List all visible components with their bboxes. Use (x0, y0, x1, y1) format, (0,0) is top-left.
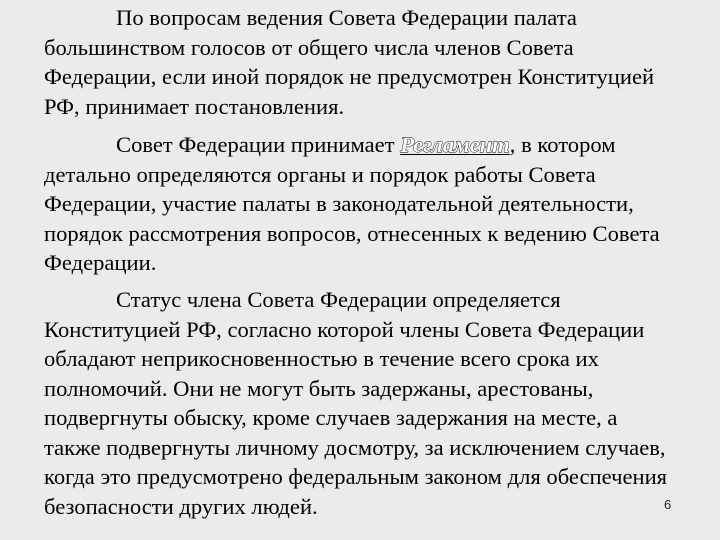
text-line: Федерации, участие палаты в законодательной деятельности, (44, 191, 634, 216)
text-line: подвергнуты обыску, кроме случаев задержания на месте, а (44, 405, 618, 430)
text-line: обладают неприкосновенностью в течение всего срока их (44, 346, 599, 371)
text-line: РФ, принимает постановления. (44, 93, 345, 119)
text-line: также подвергнуты личному досмотру, за исключением случаев, (44, 434, 666, 460)
reglament-emphasis: Регламент (400, 132, 510, 157)
text-line: детально определяются органы и порядок работы Совета (44, 161, 596, 187)
paragraph-member-status (44, 285, 716, 521)
text-line: Конституцией РФ, согласно которой члены Совета Федерации (44, 316, 645, 342)
text-line: По вопросам ведения Совета Федерации палата (116, 5, 577, 30)
text-line: Федерации. (44, 250, 157, 275)
text-line: безопасности других людей. (44, 493, 318, 519)
text-segment: Совет Федерации принимает (116, 132, 401, 157)
text-segment: , в котором (509, 132, 616, 157)
text-line: Федерации, если иной порядок не предусмотрен Конституцией (44, 64, 655, 89)
text-line: когда это предусмотрено федеральным законом для обеспечения (44, 464, 668, 489)
text-line: полномочий. Они не могут быть задержаны, арестованы, (44, 375, 594, 401)
page-number: 6 (664, 497, 672, 512)
text-line: Статус члена Совета Федерации определяется (116, 287, 561, 312)
paragraph-federation-council-reglament (44, 130, 716, 278)
text-line: порядок рассмотрения вопросов, отнесенных к ведению Совета (44, 220, 660, 246)
text-line: большинством голосов от общего числа членов Совета (44, 34, 574, 60)
paragraph-federation-council-resolutions (44, 3, 716, 121)
text-line (44, 130, 716, 160)
